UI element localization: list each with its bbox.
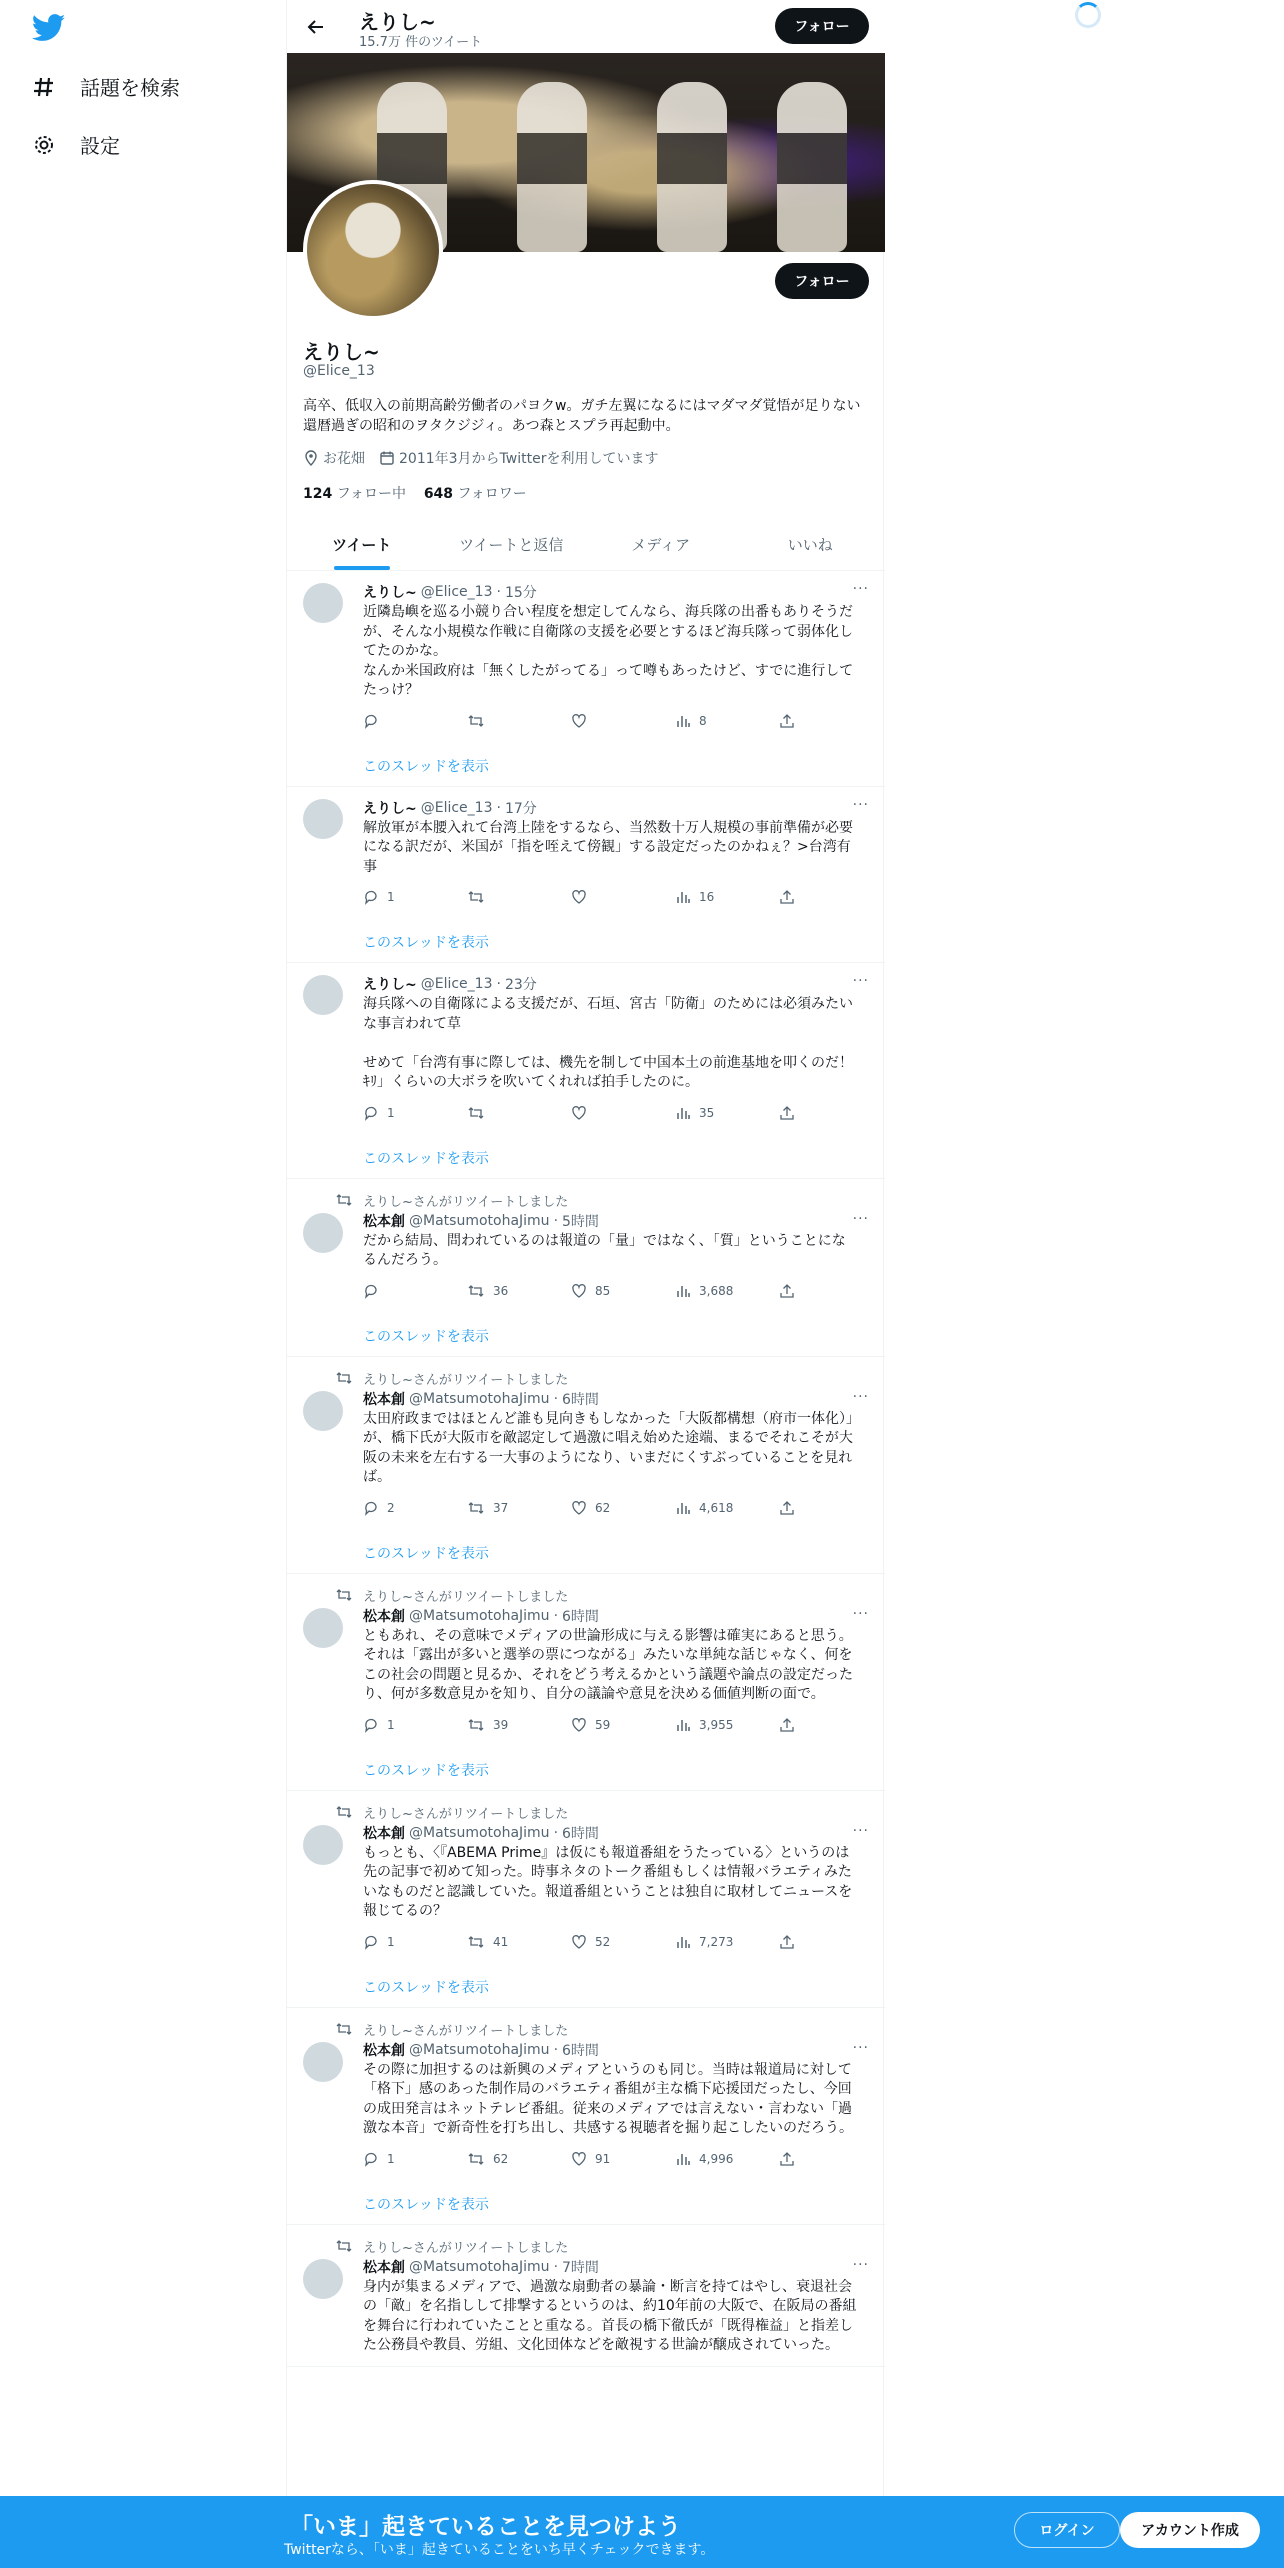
tweet-author-handle[interactable]: @MatsumotohaJimu (409, 1390, 550, 1407)
like-button[interactable] (571, 2149, 675, 2169)
tweet-header (363, 2041, 869, 2059)
tweet-header (363, 1390, 869, 1408)
tweet-time[interactable]: 7時間 (562, 2259, 599, 2276)
tweet-count: 15.7万 件のツイート (359, 35, 483, 50)
retweet-small-icon (335, 1370, 353, 1386)
retweet-indicator (363, 1586, 869, 1605)
followers-count: 648 (423, 486, 454, 502)
retweet-icon (467, 889, 485, 905)
tweet-time[interactable]: 15分 (504, 585, 537, 601)
tweet-actions (363, 711, 869, 731)
tweet-author-name[interactable]: えりし~ (363, 585, 417, 601)
retweet-button[interactable] (467, 1498, 571, 1518)
share-icon (779, 1283, 795, 1299)
sidebar-item-explore[interactable] (32, 72, 180, 101)
reply-button[interactable] (363, 2149, 467, 2169)
tweet-time[interactable]: 23分 (504, 977, 537, 993)
tweet[interactable] (287, 787, 885, 964)
tweet-author-name[interactable]: 松本創 (363, 2042, 405, 2059)
avatar[interactable] (303, 2042, 343, 2082)
views-icon (675, 713, 691, 729)
gear-icon (32, 133, 56, 157)
more-options-icon[interactable]: ··· (852, 581, 869, 597)
header-follow-button[interactable]: フォロー (775, 8, 869, 44)
profile-bio: 高卒、低収入の前期高齢労働者のパヨクw。ガチ左翼になるにはマダマダ覚悟が足りない還暦過ぎの昭和のヲタクジジィ。あつ森とスプラ再起動中。 (303, 398, 861, 434)
retweet-small-icon (335, 2238, 353, 2254)
more-options-icon[interactable]: ··· (852, 1210, 869, 1227)
views-count: 8 (699, 713, 707, 728)
show-thread-link[interactable]: このスレッドを表示 (363, 935, 489, 951)
views-count: 16 (699, 890, 715, 904)
likes-count: 59 (595, 1717, 611, 1732)
retweet-indicator (363, 1369, 869, 1388)
like-icon (571, 713, 587, 729)
profile-handle: @Elice_13 (303, 363, 375, 379)
reply-button[interactable] (363, 1281, 467, 1301)
separator-dot: · (553, 1824, 559, 1841)
like-button[interactable] (571, 1498, 675, 1518)
views-count: 3,688 (699, 1283, 734, 1298)
views-icon (675, 1500, 691, 1516)
views-icon (675, 889, 691, 905)
profile-tabs (287, 518, 885, 571)
show-thread-link[interactable]: このスレッドを表示 (363, 1979, 489, 1996)
tab-tweets[interactable]: ツイート (287, 518, 437, 570)
tweet[interactable] (287, 2225, 885, 2367)
replies-count: 1 (387, 1717, 395, 1732)
more-options-icon[interactable]: ··· (852, 1822, 869, 1839)
follow-button[interactable]: フォロー (775, 263, 869, 299)
views-icon (675, 2151, 691, 2167)
tweet-text: ともあれ、その意味でメディアの世論形成に与える影響は確実にあると思う。それは「露出が多いと選挙の票につながる」みたいな単純な話じゃなく、何をこの社会の問題と見るか、それをどう考えるかという議題や論点の設定だったり、何が多数意見かを知り、自分の議論や意見を決める価値判断の面で。 (363, 1627, 853, 1702)
tweet-text: 解放軍が本腰入れて台湾上陸をするなら、当然数十万人規模の事前準備が必要になる訳だが、米国が「指を咥えて傍観」する設定だったのかねぇ？>台湾有事 (363, 819, 853, 875)
likes-count: 85 (595, 1283, 611, 1298)
tab-likes[interactable]: いいね (787, 535, 833, 554)
tweet-header (363, 975, 869, 993)
avatar[interactable] (303, 799, 343, 839)
tweet-author-name[interactable]: 松本創 (363, 1825, 405, 1842)
tweet-text: 海兵隊への自衛隊による支援だが、石垣、宮古「防衛」のためには必須みたいな事言われて草 せめて「台湾有事に際しては、機先を制して中国本土の前進基地を叩くのだ！ｷﾘ」くらいの大ボラを吹いてくれれば拍手したのに。 (363, 996, 853, 1090)
more-options-icon[interactable]: ··· (852, 796, 869, 813)
like-icon (571, 1105, 587, 1121)
reply-icon (363, 1717, 379, 1733)
retweet-icon (467, 1105, 485, 1121)
retweet-indicator (363, 2237, 869, 2256)
more-options-icon[interactable]: ··· (852, 2256, 869, 2273)
replies-count: 1 (387, 890, 395, 904)
likes-count: 62 (595, 1500, 611, 1515)
retweets-count: 39 (493, 1717, 509, 1732)
retweet-button[interactable] (467, 1932, 571, 1952)
tweet-author-name[interactable]: 松本創 (363, 1213, 405, 1230)
share-button[interactable] (779, 1932, 809, 1952)
like-button[interactable] (571, 1103, 675, 1123)
avatar[interactable] (303, 1825, 343, 1865)
tweet-time[interactable]: 6時間 (562, 1391, 599, 1408)
tweet-feed (287, 571, 885, 2367)
share-button[interactable] (779, 1281, 809, 1301)
views-button[interactable] (675, 1103, 779, 1123)
share-button[interactable] (779, 1103, 809, 1123)
views-button[interactable] (675, 2149, 779, 2169)
following-count: 124 (303, 486, 333, 502)
retweet-small-icon (335, 1587, 353, 1603)
tweet-actions (363, 1281, 869, 1301)
likes-count: 52 (595, 1934, 611, 1949)
like-icon (571, 1934, 587, 1950)
retweets-count: 41 (493, 1934, 509, 1949)
retweet-icon (467, 2151, 485, 2167)
views-button[interactable] (675, 711, 779, 731)
retweet-by-label: えりし~さんがリツイートしました (363, 1194, 569, 1210)
avatar[interactable] (303, 2259, 343, 2299)
avatar[interactable] (303, 1213, 343, 1253)
replies-count: 1 (387, 1105, 395, 1120)
separator-dot: · (496, 799, 501, 816)
retweet-icon (467, 1500, 485, 1516)
separator-dot: · (553, 2258, 559, 2275)
retweet-indicator (363, 2020, 869, 2039)
reply-icon (363, 713, 379, 729)
views-icon (675, 1105, 691, 1121)
views-count: 35 (699, 1105, 715, 1120)
more-options-icon[interactable]: ··· (852, 1605, 869, 1622)
tweet[interactable] (287, 1791, 885, 2008)
profile-location: お花畑 (323, 451, 365, 467)
profile-name: えりし~ (303, 340, 380, 364)
show-thread-link[interactable]: このスレッドを表示 (363, 758, 489, 775)
tweet-actions (363, 1103, 869, 1123)
retweet-small-icon (335, 1192, 353, 1208)
reply-icon (363, 2151, 379, 2167)
twitter-logo-icon[interactable] (32, 14, 66, 42)
profile-meta (303, 448, 658, 468)
tweet-author-handle[interactable]: @Elice_13 (420, 799, 493, 816)
views-icon (675, 1717, 691, 1733)
follow-stats (303, 483, 527, 503)
retweet-small-icon (335, 2021, 353, 2037)
tweet-actions (363, 2149, 869, 2169)
reply-button[interactable] (363, 1103, 467, 1123)
loading-spinner-icon (1075, 2, 1101, 28)
share-button[interactable] (779, 887, 809, 907)
following-link[interactable] (303, 486, 406, 502)
like-button[interactable] (571, 1715, 675, 1735)
retweet-button[interactable] (467, 711, 571, 731)
tweet-actions (363, 1498, 869, 1518)
tweet-actions (363, 887, 869, 907)
avatar[interactable] (303, 583, 343, 623)
replies-count: 1 (387, 2151, 395, 2166)
more-options-icon[interactable]: ··· (852, 1388, 869, 1405)
views-button[interactable] (675, 1932, 779, 1952)
signup-banner-title: 「いま」起きていることを見つけよう (290, 2514, 681, 2540)
tweet-header (363, 1824, 869, 1842)
reply-icon (363, 1500, 379, 1516)
retweet-icon (467, 1934, 485, 1950)
retweets-count: 36 (493, 1283, 509, 1298)
tweet[interactable] (287, 1574, 885, 1791)
tweet-actions (363, 1715, 869, 1735)
like-button[interactable] (571, 711, 675, 731)
tweet-text: 近隣島嶼を巡る小競り合い程度を想定してんなら、海兵隊の出番もありそうだが、そんな小規模な作戦に自衛隊の支援を必要とするほど海兵隊って弱体化してたのかな。 なんか米国政府は「無くしたがってる」って噂もあったけど、すでに進行してたっけ？ (363, 604, 854, 698)
followers-label: フォロワー (457, 486, 527, 502)
tweet-header (363, 1607, 869, 1625)
tweet-author-name[interactable]: えりし~ (363, 977, 417, 993)
like-icon (571, 1283, 587, 1299)
likes-count: 91 (595, 2151, 611, 2166)
share-icon (779, 1717, 795, 1733)
share-icon (779, 2151, 795, 2167)
reply-button[interactable] (363, 1498, 467, 1518)
tweet-time[interactable]: 6時間 (562, 1608, 599, 1625)
tweet-author-handle[interactable]: @MatsumotohaJimu (409, 1824, 550, 1841)
reply-icon (363, 889, 379, 905)
views-icon (675, 1934, 691, 1950)
signup-banner-subtitle: Twitterなら、「いま」起きていることをいち早くチェックできます。 (284, 2542, 715, 2558)
following-label: フォロー中 (336, 486, 406, 502)
separator-dot: · (553, 2041, 559, 2058)
retweet-icon (467, 713, 485, 729)
retweet-indicator (363, 1191, 869, 1210)
tweet-author-name[interactable]: 松本創 (363, 1391, 405, 1408)
like-button[interactable] (571, 887, 675, 907)
sidebar-item-label: 話題を検索 (80, 76, 180, 100)
tweet-time[interactable]: 5時間 (562, 1213, 599, 1230)
tweet-header (363, 2258, 869, 2276)
like-icon (571, 2151, 587, 2167)
reply-icon (363, 1934, 379, 1950)
views-button[interactable] (675, 1281, 779, 1301)
tab-media[interactable]: メディア (631, 535, 691, 554)
retweet-button[interactable] (467, 1103, 571, 1123)
retweet-button[interactable] (467, 1281, 571, 1301)
tweet-header (363, 796, 869, 817)
retweet-by-label: えりし~さんがリツイートしました (363, 1372, 569, 1388)
tweet-time[interactable]: 6時間 (562, 2042, 599, 2059)
tweet-actions (363, 1932, 869, 1952)
profile-column (286, 0, 884, 2568)
share-button[interactable] (779, 1498, 809, 1518)
retweet-button[interactable] (467, 887, 571, 907)
retweets-count: 37 (493, 1500, 509, 1515)
separator-dot: · (553, 1607, 559, 1624)
views-count: 7,273 (699, 1934, 734, 1949)
retweet-indicator (363, 1803, 869, 1822)
show-thread-link[interactable]: このスレッドを表示 (363, 2196, 489, 2213)
share-icon (779, 1934, 795, 1950)
reply-icon (363, 1105, 379, 1121)
retweet-button[interactable] (467, 2149, 571, 2169)
separator-dot: · (553, 1390, 559, 1407)
share-icon (779, 889, 795, 905)
show-thread-link[interactable]: このスレッドを表示 (363, 1150, 489, 1167)
tweet[interactable] (287, 1357, 885, 1574)
like-button[interactable] (571, 1932, 675, 1952)
tweet-author-handle[interactable]: @Elice_13 (420, 976, 493, 992)
separator-dot: · (553, 1212, 559, 1229)
retweet-icon (467, 1283, 485, 1299)
retweet-icon (467, 1717, 485, 1733)
tweet-author-handle[interactable]: @MatsumotohaJimu (409, 1607, 550, 1624)
views-button[interactable] (675, 1715, 779, 1735)
tweet-text: その際に加担するのは新興のメディアというのも同じ。当時は報道局に対して「格下」感のあった制作局のバラエティ番組が主な橋下応援団だったし、今回の成田発言はネットテレビ番組。従来のメディアでは言えない・言わない「過激な本音」で新奇性を打ち出し、共感する視聴者を掘り起こしたいのだろう。 (363, 2061, 853, 2136)
avatar[interactable] (303, 975, 343, 1015)
views-button[interactable] (675, 1498, 779, 1518)
replies-count: 1 (387, 1934, 395, 1949)
tweet-author-handle[interactable]: @MatsumotohaJimu (409, 2258, 550, 2275)
retweet-by-label: えりし~さんがリツイートしました (363, 1589, 569, 1605)
share-icon (779, 1105, 795, 1121)
separator-dot: · (496, 976, 501, 992)
retweet-by-label: えりし~さんがリツイートしました (363, 1806, 569, 1822)
tab-tweets-and-replies[interactable]: ツイートと返信 (459, 535, 564, 554)
tweet-author-handle[interactable]: @Elice_13 (420, 584, 493, 600)
avatar[interactable] (303, 180, 443, 320)
signup-banner (0, 2496, 1284, 2568)
show-thread-link[interactable]: このスレッドを表示 (363, 1762, 489, 1779)
reply-button[interactable] (363, 887, 467, 907)
tweet[interactable] (287, 571, 885, 787)
avatar[interactable] (303, 1608, 343, 1648)
reply-button[interactable] (363, 1715, 467, 1735)
reply-button[interactable] (363, 711, 467, 731)
retweet-small-icon (335, 1804, 353, 1820)
tweet-time[interactable]: 6時間 (562, 1825, 599, 1842)
tweet-text: 身内が集まるメディアで、過激な扇動者の暴論・断言を持てはやし、衰退社会の「敵」を名指しして排撃するというのは、約10年前の大阪で、在阪局の番組を舞台に行われていたことと重なる。首長の橋下徹氏が「既得権益」と指差した公務員や教員、労組、文化団体などを敵視する世論が醸成されていった。 (363, 2278, 857, 2353)
share-icon (779, 713, 795, 729)
signup-button[interactable]: アカウント作成 (1120, 2512, 1260, 2548)
show-thread-link[interactable]: このスレッドを表示 (363, 1328, 489, 1345)
show-thread-link[interactable]: このスレッドを表示 (363, 1545, 489, 1562)
share-icon (779, 1500, 795, 1516)
more-options-icon[interactable]: ··· (852, 2039, 869, 2056)
reply-button[interactable] (363, 1932, 467, 1952)
tweet-author-handle[interactable]: @MatsumotohaJimu (409, 2041, 550, 2058)
tweet-author-name[interactable]: 松本創 (363, 2259, 405, 2276)
views-count: 4,996 (699, 2151, 734, 2166)
tweet[interactable] (287, 1179, 885, 1357)
separator-dot: · (496, 584, 501, 600)
tweet-author-handle[interactable]: @MatsumotohaJimu (409, 1212, 550, 1229)
avatar[interactable] (303, 1391, 343, 1431)
location-pin-icon (303, 450, 319, 467)
profile-joined: 2011年3月からTwitterを利用しています (399, 451, 659, 467)
views-button[interactable] (675, 887, 779, 907)
tweet-text: 太田府政まではほとんど誰も見向きもしなかった「大阪都構想（府市一体化）」が、橋下氏が大阪市を敵認定して過激に唱え始めた途端、まるでそれこそが大阪の未来を左右する一大事のようになり、いまだにくすぶっていることを見れば。 (363, 1410, 853, 1485)
calendar-icon (379, 450, 395, 467)
more-options-icon[interactable]: ··· (852, 973, 869, 989)
profile-header-bar (287, 0, 885, 53)
tweet-author-name[interactable]: 松本創 (363, 1608, 405, 1625)
replies-count: 2 (387, 1500, 395, 1515)
hashtag-icon (32, 75, 56, 99)
retweet-by-label: えりし~さんがリツイートしました (363, 2023, 569, 2039)
tweet-text: だから結局、問われているのは報道の「量」ではなく、「質」ということになるんだろう。 (363, 1232, 846, 1268)
views-count: 4,618 (699, 1500, 734, 1515)
retweet-button[interactable] (467, 1715, 571, 1735)
like-icon (571, 1717, 587, 1733)
tweet[interactable] (287, 2008, 885, 2225)
tweet-header (363, 583, 869, 601)
views-count: 3,955 (699, 1717, 734, 1732)
tweet-author-name[interactable]: えりし~ (363, 800, 417, 817)
back-arrow-icon[interactable] (301, 12, 331, 42)
followers-link[interactable] (424, 486, 527, 502)
header-title: えりし~ (359, 10, 436, 34)
login-button[interactable]: ログイン (1014, 2512, 1120, 2548)
like-icon (571, 889, 587, 905)
tweet-text: もっとも、〈『ABEMA Prime』は仮にも報道番組をうたっている〉というのは先の記事で初めて知った。時事ネタのトーク番組もしくは情報バラエティみたいなものだと認識していた。報道番組ということは独自に取材してニュースを報じてるの？ (363, 1844, 853, 1919)
retweets-count: 62 (493, 2151, 509, 2166)
sidebar-item-settings[interactable] (32, 130, 120, 159)
tweet-header (363, 1212, 869, 1230)
share-button[interactable] (779, 1715, 809, 1735)
views-icon (675, 1283, 691, 1299)
like-button[interactable] (571, 1281, 675, 1301)
sidebar-item-label: 設定 (80, 134, 120, 158)
share-button[interactable] (779, 711, 809, 731)
retweet-by-label: えりし~さんがリツイートしました (363, 2240, 569, 2256)
share-button[interactable] (779, 2149, 809, 2169)
reply-icon (363, 1283, 379, 1299)
tweet[interactable] (287, 963, 885, 1179)
like-icon (571, 1500, 587, 1516)
tweet-time[interactable]: 17分 (504, 800, 537, 817)
